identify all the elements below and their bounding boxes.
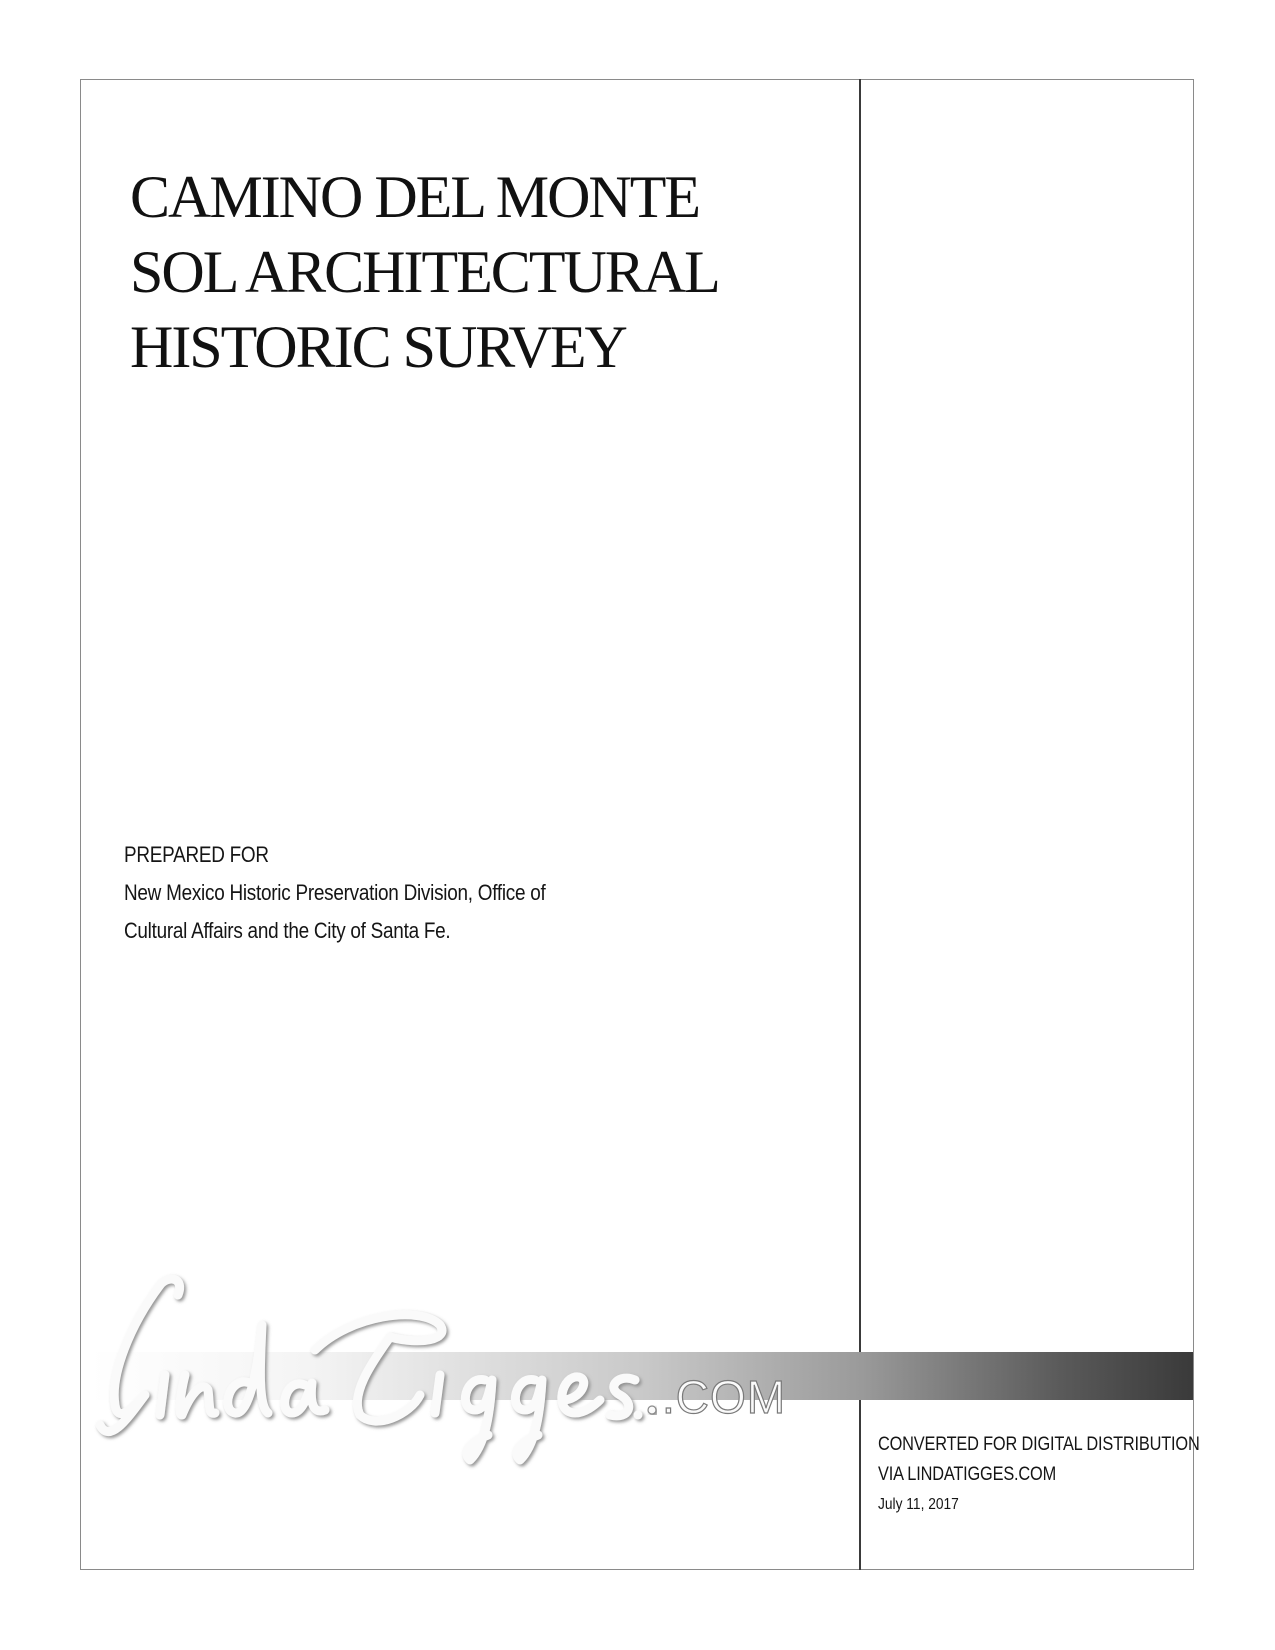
prepared-for-line-2: Cultural Affairs and the City of Santa Fe. <box>124 918 451 943</box>
document-title <box>130 160 830 385</box>
conversion-date: July 11, 2017 <box>878 1496 959 1513</box>
lindatigges-watermark-logo <box>90 1255 830 1485</box>
prepared-for-block <box>124 836 546 950</box>
prepared-for-label: PREPARED FOR <box>124 842 269 867</box>
conversion-note <box>878 1430 1200 1520</box>
svg-text:.COM: .COM <box>662 1371 787 1423</box>
title-line-1: CAMINO DEL MONTE <box>130 164 700 230</box>
column-divider <box>859 79 861 1570</box>
prepared-for-line-1: New Mexico Historic Preservation Division, Office of <box>124 880 546 905</box>
title-line-2: SOL ARCHITECTURAL <box>130 239 719 305</box>
conversion-line-1: CONVERTED FOR DIGITAL DISTRIBUTION <box>878 1434 1200 1455</box>
conversion-line-2: VIA LINDATIGGES.COM <box>878 1464 1057 1485</box>
title-line-3: HISTORIC SURVEY <box>130 314 626 380</box>
